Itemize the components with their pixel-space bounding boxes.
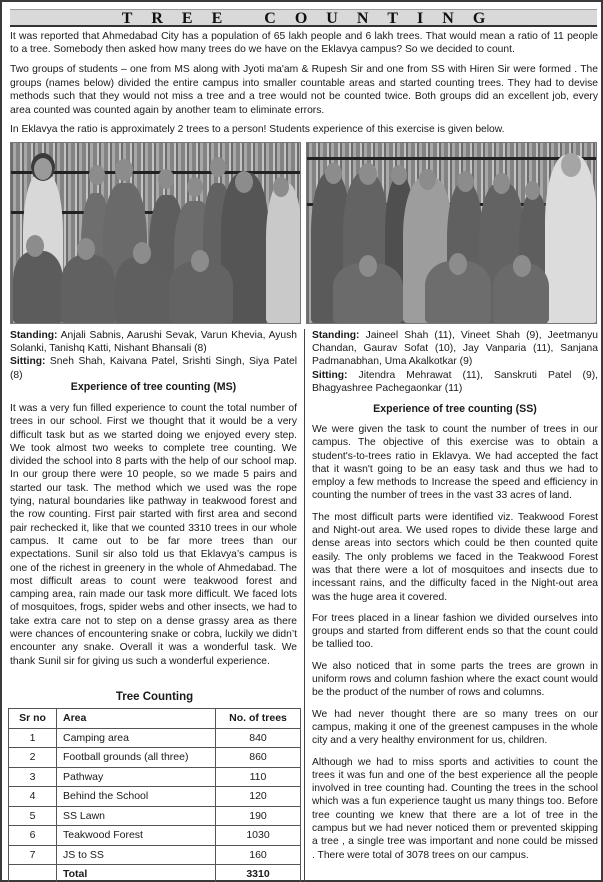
ss-experience-text bbox=[312, 423, 598, 870]
person-face bbox=[359, 163, 377, 185]
table-row bbox=[9, 767, 301, 787]
ss-group-photo bbox=[306, 142, 597, 324]
cell-sr-no: 3 bbox=[9, 767, 57, 787]
person-face bbox=[493, 173, 510, 194]
cell-sr-no: 7 bbox=[9, 845, 57, 865]
cell-count: 1030 bbox=[216, 826, 301, 846]
person-face bbox=[26, 235, 44, 257]
table-row bbox=[9, 826, 301, 846]
standing-names: Jaineel Shah (11), Vineet Shah (9), Jeetmanyu Chandan, Gaurav Sofat (10), Jay Vanparia (11), Sanjana Padmanabhan, Uma Akalkotkar (9) bbox=[312, 330, 598, 368]
person bbox=[266, 183, 301, 323]
person bbox=[115, 257, 167, 323]
cell-area: Pathway bbox=[57, 767, 216, 787]
person-face bbox=[210, 157, 226, 177]
ss-paragraph: For trees placed in a linear fashion we divided ourselves into groups and started from different ends so that the count could be tallied too. bbox=[312, 612, 598, 651]
sitting-names: Jitendra Mehrawat (11), Sanskruti Patel (9), Bhagyashree Pachegaonkar (11) bbox=[312, 369, 598, 394]
ms-experience-text bbox=[10, 402, 297, 676]
person-face bbox=[525, 181, 540, 200]
ss-paragraph: We had never thought there are so many trees on our campus, making it one of the greenest campuses in the whole city and a very healthy environment for us, children. bbox=[312, 708, 598, 747]
person-face bbox=[191, 250, 209, 272]
table-row bbox=[9, 845, 301, 865]
cell-sr-no: 2 bbox=[9, 748, 57, 768]
intro-section bbox=[10, 30, 598, 143]
person bbox=[13, 251, 63, 323]
intro-paragraph: In Eklavya the ratio is approximately 2 trees to a person! Students experience of this exercise is given below. bbox=[10, 124, 505, 136]
table-total-row bbox=[9, 865, 301, 882]
ss-paragraph: We were given the task to count the number of trees in our campus. The objective of this exercise was to obtain a student's-to-trees ratio in Eklavya. We had accepted the fact that it wasn't going to be an easy task and thus we had to employ a few methods to Increase the speed and efficiency in counting the number of trees in the vast 33 acres of land. bbox=[312, 424, 598, 502]
standing-names: Anjali Sabnis, Aarushi Sevak, Varun Khevia, Ayush Solanki, Tanishq Katti, Nishant Bhansali (8) bbox=[10, 330, 297, 355]
sitting-label: Sitting: bbox=[312, 369, 348, 381]
ss-paragraph: The most difficult parts were identified viz. Teakwood Forest and Night-out area. We used ropes to divide these large and dense areas into sectors which could be then counted quite easily. The only problems we faced in the Teakwood Forest was that there were a lot of mosquitoes and insects due to incessant rains, and the difficulty faced in the Night-out area was the huge area it covered. bbox=[312, 511, 598, 603]
cell-area: Football grounds (all three) bbox=[57, 748, 216, 768]
cell-count: 110 bbox=[216, 767, 301, 787]
standing-label: Standing: bbox=[10, 330, 58, 341]
cell-area: JS to SS bbox=[57, 845, 216, 865]
person bbox=[61, 255, 115, 323]
cell-sr-no: 4 bbox=[9, 787, 57, 807]
cell-count: 160 bbox=[216, 845, 301, 865]
cell-count: 840 bbox=[216, 728, 301, 748]
sitting-names: Sneh Shah, Kaivana Patel, Srishti Singh, Siya Patel (8) bbox=[10, 356, 297, 381]
table-row bbox=[9, 806, 301, 826]
person-face bbox=[89, 165, 105, 185]
table-row bbox=[9, 728, 301, 748]
table-title: Tree Counting bbox=[115, 691, 194, 703]
person-face bbox=[187, 177, 203, 197]
intro-paragraph: Two groups of students – one from MS along with Jyoti ma'am & Rupesh Sir and one from SS with Hiren Sir were formed . The groups (names below) divided the entire campus into smaller countable areas and started counting trees. They had to devise methods such that they would not miss a tree and a tree would not be counted twice. Both groups did an excellent job, every area counted was counted again by another team to eliminate errors. bbox=[10, 64, 598, 116]
person-face bbox=[457, 171, 474, 192]
ms-experience-heading: Experience of tree counting (MS) bbox=[70, 381, 237, 393]
intro-paragraph: It was reported that Ahmedabad City has a population of 65 lakh people and 6 lakh trees. That would mean a ratio of 11 people to a tree. Somebody then asked how many trees do we have on the Eklavya campus? So we decided to count. bbox=[10, 31, 598, 56]
person-face bbox=[34, 158, 52, 180]
person bbox=[545, 155, 597, 323]
ss-experience-heading: Experience of tree counting (SS) bbox=[373, 403, 537, 415]
person-face bbox=[158, 169, 174, 189]
person-face bbox=[391, 165, 407, 185]
cell-count: 190 bbox=[216, 806, 301, 826]
person-face bbox=[133, 242, 151, 264]
header-sr-no: Sr no bbox=[9, 709, 57, 729]
person-face bbox=[77, 238, 95, 260]
person-face bbox=[235, 171, 253, 193]
person-face bbox=[561, 153, 581, 177]
cell-area: SS Lawn bbox=[57, 806, 216, 826]
people-group bbox=[307, 143, 596, 323]
cell-sr-no: 1 bbox=[9, 728, 57, 748]
cell-sr-no bbox=[9, 865, 57, 882]
cell-count: 120 bbox=[216, 787, 301, 807]
person-face bbox=[419, 169, 436, 190]
cell-area: Behind the School bbox=[57, 787, 216, 807]
ss-paragraph: Although we had to miss sports and activities to count the trees it was fun and one of the best experience all the people involved in tree counting had. Counting the trees in the school which was a fun experience taught us many things too. Before tree counting we knew that there are a lot of tree in the campus but we had never noticed them or prevented skipping a tree , a single tree was important and none could be missed . There were total of 3078 trees on our campus. bbox=[312, 756, 598, 861]
person-face bbox=[359, 255, 377, 277]
person-face bbox=[115, 159, 133, 181]
column-divider bbox=[304, 329, 305, 882]
person-face bbox=[273, 177, 289, 197]
person-face bbox=[325, 163, 342, 184]
header-area: Area bbox=[57, 709, 216, 729]
header-no-of-trees: No. of trees bbox=[216, 709, 301, 729]
cell-sr-no: 6 bbox=[9, 826, 57, 846]
person-face bbox=[513, 255, 531, 277]
people-group bbox=[11, 143, 300, 323]
tree-count-table-container bbox=[8, 686, 301, 882]
table-row bbox=[9, 748, 301, 768]
ss-group-caption bbox=[312, 329, 598, 395]
ss-paragraph: We also noticed that in some parts the trees are grown in uniform rows and column fashion where the exact count would be the product of the number of rows and columns. bbox=[312, 660, 598, 699]
cell-total-count: 3310 bbox=[216, 865, 301, 882]
cell-sr-no: 5 bbox=[9, 806, 57, 826]
cell-count: 860 bbox=[216, 748, 301, 768]
cell-total-label: Total bbox=[57, 865, 216, 882]
ms-paragraph: It was a very fun filled experience to count the total number of trees in our school. First we thought that it would be a very difficult task but as we started doing we enjoyed every step. We took almost two weeks to complete tree counting. We divided the school into 8 parts with the help of our school map. In our group there were 10 people, so we made 5 pairs and started our task. The method which we used was the rope tying, natural boundaries like pathway in teakwood forest and the row counting. First pair started with first area and second pair rechecked it, like that we counted 3310 trees in our whole campus. It came out to be far more trees than our expectations. Sunil sir also told us that Eklavya’s campus is one of the richest in greenery in the whole of Ahmedabad. The most difficult areas to count were teakwood forest and camping area, rain made our task more difficult. We faced lots of mosquitoes, frogs, spider webs and other insects, we had to take extra care not to step on a dense grassy area as there were chances of encountering snake or cobra, luckily we didn’t encounter any snake. Overall it was a wonderful task. We thank Sunil sir for giving us such a wonderful experience. bbox=[10, 403, 297, 667]
ms-group-caption bbox=[10, 329, 297, 382]
sitting-label: Sitting: bbox=[10, 356, 46, 368]
cell-area: Camping area bbox=[57, 728, 216, 748]
page-title: TREE COUNTING bbox=[10, 9, 597, 27]
standing-label: Standing: bbox=[312, 330, 360, 341]
person-face bbox=[449, 253, 467, 275]
tree-count-table bbox=[8, 708, 301, 882]
table-header-row bbox=[9, 709, 301, 729]
cell-area: Teakwood Forest bbox=[57, 826, 216, 846]
ms-group-photo bbox=[10, 142, 301, 324]
table-row bbox=[9, 787, 301, 807]
